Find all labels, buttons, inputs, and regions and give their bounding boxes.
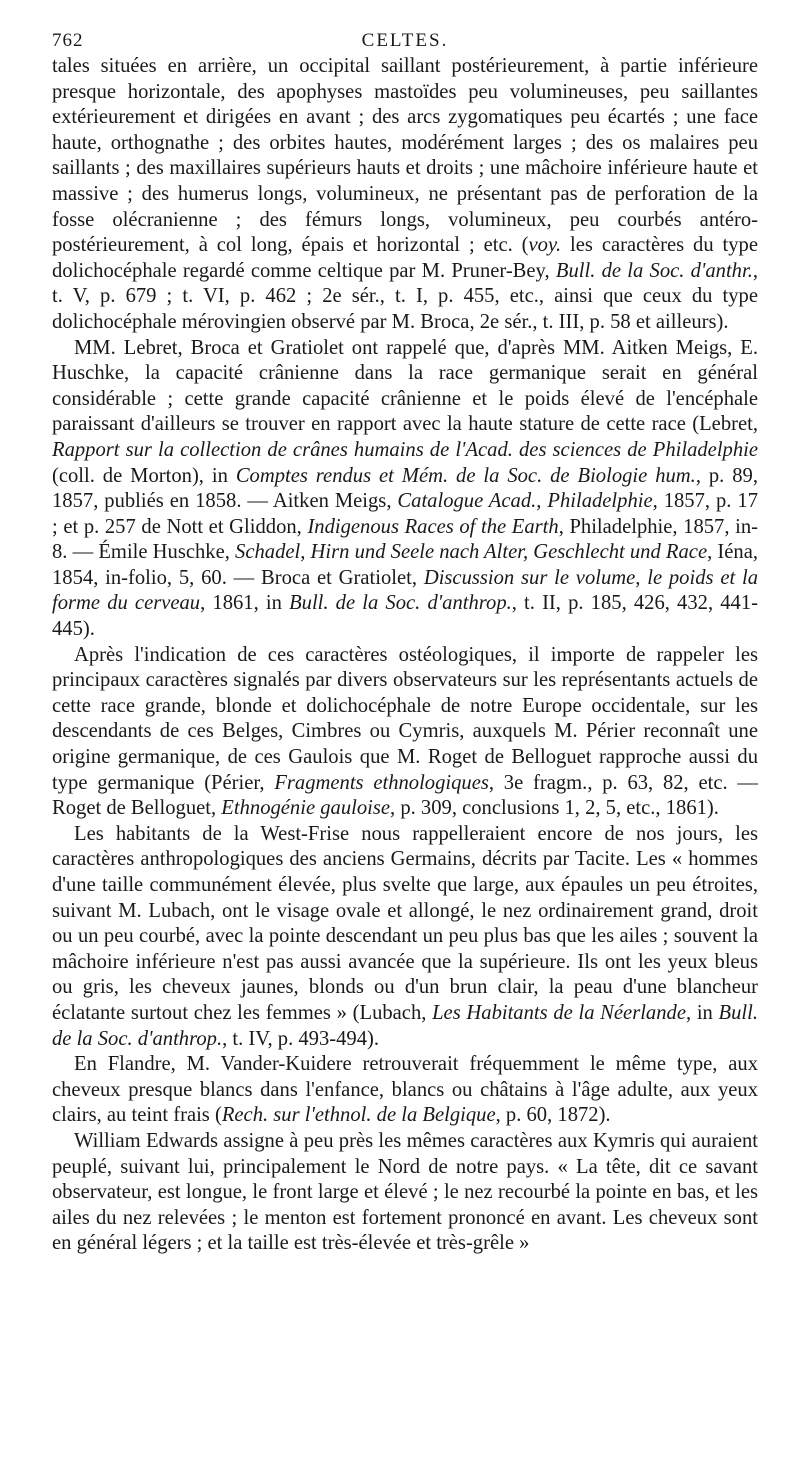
italic-text: voy.	[528, 234, 562, 257]
text-run: William Edwards assigne à peu près les mêmes caractères aux Kymris qui auraient peuplé, suivant lui, principalement le Nord de notre pays. « La tête, dit ce savant observateur, est longue, le front large et élevé ; le nez recourbé la pointe en bas, et les ailes du nez relevées ; le menton est fortement prononcé en avant. Les cheveux sont en général légers ; et la taille est très-élevée et très-grêle »	[52, 1129, 758, 1255]
running-title: CELTES.	[361, 30, 449, 51]
text-run: , 1857, p. 17 ; et p. 257 de Nott et Gliddon,	[52, 490, 758, 538]
text-run: , Philadelphie, 1857, in-8. — Émile Huschke,	[52, 515, 759, 564]
text-run: , t. II, p. 185, 426, 432, 441-445).	[52, 592, 758, 641]
italic-text: Rech. sur l'ethnol. de la Belgique	[221, 1104, 496, 1127]
text-run: , in	[685, 1001, 719, 1024]
paragraph-3	[52, 643, 758, 822]
text-run: (coll. de Morton), in	[52, 464, 236, 487]
body-text	[52, 54, 758, 1257]
text-run: , p. 89, 1857, publiés en 1858. — Aitken Meigs,	[52, 464, 758, 513]
paragraph-2	[52, 336, 758, 643]
page-header	[52, 28, 758, 50]
italic-text: Bull. de la Soc. d'anthrop.	[289, 592, 512, 615]
italic-text: Schadel, Hirn und Seele nach Alter, Geschlecht und Race	[235, 541, 708, 564]
italic-text: Rapport sur la collection de crânes humains de l'Acad. des sciences de Philadelphie	[52, 438, 758, 461]
italic-text: Catalogue Acad., Philadelphie	[397, 490, 653, 513]
text-run: Après l'indication de ces caractères ostéologiques, il importe de rappeler les principaux caractères signalés par divers observateurs sur les représentants actuels de cette race grande, blonde et dolichocéphale de notre Europe occidentale, sur les descendants de ces Belges, Cimbres ou Cymris, auxquels M. Périer reconnaît une origine germanique, de ces Gaulois que M. Roget de Belloguet rapproche aussi du type germanique (Périer,	[52, 643, 758, 794]
italic-text: Fragments ethnologiques	[274, 771, 489, 794]
italic-text: Discussion sur le volume, le poids et la forme du cerveau	[52, 566, 758, 615]
italic-text: Indigenous Races of the Earth	[307, 515, 559, 538]
italic-text: Ethnogénie gauloise	[221, 797, 391, 820]
paragraph-5	[52, 1052, 758, 1129]
paragraph-4	[52, 822, 758, 1052]
text-run: MM. Lebret, Broca et Gratiolet ont rappelé que, d'après MM. Aitken Meigs, E. Huschke, la capacité crânienne dans la race germanique serait en général considérable ; cette grande capacité crânienne et le poids élevé de l'encéphale paraissant d'ailleurs se trouver en rapport avec la haute stature de cette race (Lebret,	[52, 336, 758, 436]
italic-text: Comptes rendus et Mém. de la Soc. de Biologie hum.	[235, 464, 696, 487]
text-run: , 1861, in	[200, 592, 290, 615]
paragraph-6	[52, 1129, 758, 1257]
text-run: , t. V, p. 679 ; t. VI, p. 462 ; 2e sér., t. I, p. 455, etc., ainsi que ceux du type dolichocéphale mérovingien observé par M. Broca, 2e sér., t. III, p. 58 et ailleurs).	[52, 259, 758, 333]
text-run: , p. 309, conclusions 1, 2, 5, etc., 1861).	[390, 797, 719, 820]
italic-text: Bull. de la Soc. d'anthr.	[555, 259, 753, 282]
text-run: , Iéna, 1854, in-folio, 5, 60. — Broca et Gratiolet,	[52, 541, 758, 589]
page-number: 762	[52, 30, 84, 51]
text-run: tales situées en arrière, un occipital saillant postérieurement, à partie inférieure presque horizontale, des apophyses mastoïdes peu volumineuses, peu saillantes extérieurement et dirigées en avant ; des arcs zygomatiques peu écartés ; une face haute, orthognathe ; des orbites hautes, modérément larges ; des os malaires peu saillants ; des maxillaires supérieurs hauts et droits ; une mâchoire inférieure haute et massive ; des humerus longs, volumineux, ne présentant pas de perforation de la fosse olécranienne ; des fémurs longs, volumineux, peu courbés antéro-postérieurement, à col long, épais et horizontal ; etc. (	[52, 55, 758, 257]
text-run: En Flandre, M. Vander-Kuidere retrouverait fréquemment le même type, aux cheveux presque blancs dans l'enfance, blancs ou châtains à l'âge adulte, aux yeux clairs, au teint frais (	[52, 1053, 758, 1127]
text-run: les caractères du type dolichocéphale regardé comme celtique par M. Pruner-Bey,	[52, 234, 758, 282]
text-run: , 3e fragm., p. 63, 82, etc. — Roget de Belloguet,	[52, 771, 758, 820]
text-run: , p. 60, 1872).	[495, 1104, 611, 1127]
text-run: , t. IV, p. 493-494).	[222, 1027, 380, 1050]
paragraph-1	[52, 54, 758, 336]
italic-text: Les Habitants de la Néerlande	[432, 1001, 686, 1024]
italic-text: Bull. de la Soc. d'anthrop.	[52, 1001, 758, 1050]
text-run: Les habitants de la West-Frise nous rappelleraient encore de nos jours, les caractères anthropologiques des anciens Germains, décrits par Tacite. Les « hommes d'une taille communément élevée, plus svelte que large, aux épaules un peu étroites, suivant M. Lubach, ont le visage ovale et allongé, le nez ordinairement grand, droit ou un peu courbé, avec la pointe descendant un peu plus bas que les ailes ; souvent la mâchoire inférieure n'est pas aussi avancée que la supérieure. Ils ont les yeux bleus ou gris, les cheveux jaunes, blonds ou d'un brun clair, la peau d'une blancheur éclatante surtout chez les femmes » (Lubach,	[52, 822, 758, 1024]
